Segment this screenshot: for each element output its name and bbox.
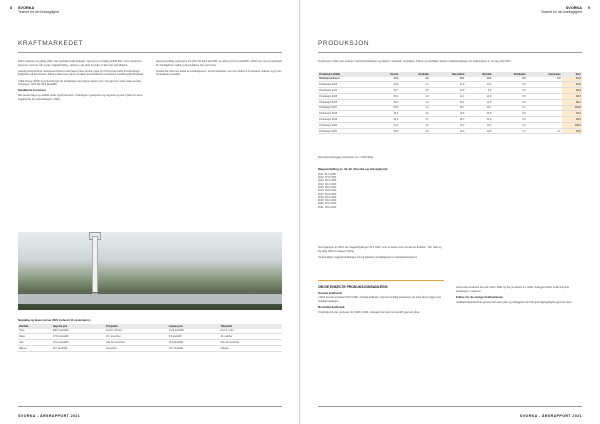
brand-tagline: Teamet for din livsdaglighet <box>18 10 60 14</box>
brand-name: SVORKA <box>565 6 582 10</box>
photo-power-station <box>18 232 282 310</box>
column-header: Laveste pris <box>168 324 220 329</box>
column-header: Tidspunkt <box>219 324 282 329</box>
brand-tagline: Teamet for din livsdaglighet <box>540 10 582 14</box>
list-item: 2020: 57,9 GWh <box>318 202 337 206</box>
table-cell: 4,0 <box>399 111 429 117</box>
table-cell: -0,03 øre/kWh <box>168 329 220 334</box>
table-cell: 8 tid 17-18 nov <box>105 329 168 334</box>
paragraph: Svorka har sikret en andel av produksjonen i terminmarkedet, noe som bidrar til å redusere risikoen og gi mer forutsigbare inntekter. <box>156 69 282 77</box>
table-cell: 16,7 <box>430 117 466 123</box>
plant-box-right <box>456 286 582 307</box>
accent-bar <box>318 280 444 281</box>
table-cell: 46,4 <box>374 111 399 117</box>
paragraph: Svorka følger magasinutviklingen tett og tilpasser produksjonen til markedssituasjonen. <box>318 255 418 259</box>
table-cell: 4,0 <box>399 122 429 128</box>
table-cell: 53,1 <box>374 93 399 99</box>
table-cell: 173,4 øre/kWh <box>52 334 105 340</box>
table-cell: 13,8 øre/kWh <box>168 340 220 346</box>
table-cell: Produksjon 2017 <box>318 105 374 111</box>
column-header: Produksjon (GWh) <box>318 72 374 77</box>
table-cell: 81,5 <box>562 82 582 88</box>
table-cell: 29. november <box>105 334 168 340</box>
table-cell: 9,1 <box>492 105 526 111</box>
column-header: Nesseflord <box>430 72 466 77</box>
paragraph: Gjennomsnittlig systempris for 2021 ble 62,0 øre/kWh, en økning fra 9,3 øre/kWh i 2020 som var et rekordlavt år. Forskjellene mellom prisområdene har vært store. <box>156 60 282 67</box>
table-cell: 65,6 <box>374 105 399 111</box>
table-cell: 63,3 <box>374 122 399 128</box>
subheading: Svorka kraftverk: <box>318 290 343 295</box>
box-title: OM DE ENKELTE PRODUKSJONSANLEGG: <box>318 285 389 289</box>
table-cell: Døgn <box>18 334 52 340</box>
list-item: 2018: 29,3 GWh <box>318 195 337 199</box>
table-cell: 2,6 <box>492 88 526 94</box>
table-cell: desember <box>105 345 168 351</box>
table-cell: 131,2 øre/kWh <box>52 340 105 346</box>
table-cell: 60,7 øre/kWh <box>52 345 105 351</box>
table-cell: Måned <box>18 345 52 351</box>
list-item: 2011: 51,3 GWh <box>318 172 337 176</box>
subheading: Fullse for de øvrige kraftverkene: <box>456 294 504 299</box>
table-cell: 54,7 <box>374 88 399 94</box>
table-cell: 16,7 øre/kWh <box>168 345 220 351</box>
table-cell: 89,7 <box>562 99 582 105</box>
table-cell: 5,5 <box>492 93 526 99</box>
table-cell: 14,4 <box>466 122 493 128</box>
table-body <box>318 77 582 134</box>
list-item: 2019: 49,2 GWh <box>318 199 337 203</box>
column-header: Område <box>18 324 52 329</box>
table-cell: 84,4 <box>562 77 582 82</box>
left-column-1 <box>18 60 144 104</box>
paragraph: I Midt-Norge (NO3) hvor Svorka har sin produksjon var prisene lavere enn i sør gjennom store deler av året. Årsprisen i NO3 ble 39,6 øre/kWh. <box>18 79 142 87</box>
column-header: Vetvikvatn <box>492 72 526 77</box>
section-title: PRODUKSJON <box>318 40 370 47</box>
paragraph: 2021 markerer et tydelig skille i det nordiske kraftmarkedet. Gjennom en kraftig nedbøl fikk vi stor samlet for - sammen med sen vår og lav magasinfylling - prisene i sør økte til nivåer vi ikke har sett tidligere. <box>18 60 144 67</box>
plant-box-left <box>318 286 444 317</box>
brand-name: SVORKA <box>18 6 35 10</box>
table-cell: 3,1 <box>399 82 429 88</box>
roof <box>18 294 282 304</box>
magasin-block <box>318 166 444 209</box>
page-number: 9 <box>588 6 590 10</box>
table-cell: Produksjon 2020 <box>318 122 374 128</box>
table-cell: 10,9 <box>466 77 493 82</box>
table-cell: 56,0 <box>374 99 399 105</box>
table-cell: 12,8 <box>466 128 493 134</box>
table-cell: 6,8 <box>492 99 526 105</box>
table-cell: 12,6 <box>430 111 466 117</box>
table-row <box>318 128 582 134</box>
column-header: Sum <box>562 72 582 77</box>
intro-text: Svorka har i 2021 vært eneeier i Svorka Produksjon og deleier i Vetekraft, Grytdalen, Kvikne og Tjodalåa. Samlet middelproduksjon for kraftverkene er om lag 134 GWh. <box>318 60 512 63</box>
subheading: Nordvika kraftverk: <box>318 305 346 310</box>
paragraph: I Nordvika ble det produsert 3,0 GWh i 2021. Anlegget har hatt normal drift gjennom året. <box>318 310 420 314</box>
table-cell: Produksjon 2014 <box>318 88 374 94</box>
table-cell: 8,3 <box>466 88 493 94</box>
table-cell: 10,3 <box>466 82 493 88</box>
table-cell: 6,1 <box>399 105 429 111</box>
page-footer: SVORKA - ÅRSRAPPORT 2021 <box>519 414 582 418</box>
paragraph: Gammelse kraftverk ble satt i drift i 2021 og har produsert 4,1 GWh. Anlegget bidrar til økt fornybar produksjon i regionen. <box>456 286 570 293</box>
list-item: 2015: 55,3 GWh <box>318 185 337 189</box>
table-cell: Produksjon 2019 <box>318 117 374 123</box>
tower-mast <box>92 236 98 294</box>
table-cell: 5,0 øre/kWh <box>168 334 220 340</box>
page-footer: SVORKA - ÅRSRAPPORT 2021 <box>18 414 81 418</box>
table-cell: Produksjon 2015 <box>318 93 374 99</box>
magasin-list <box>318 173 444 209</box>
table-cell: Produksjon 2016 <box>318 99 374 105</box>
footer-rule <box>318 406 582 407</box>
table-cell: 6,0 <box>527 77 562 82</box>
table-cell: Uke 44 november <box>219 340 282 346</box>
table-cell: 59,0 <box>374 128 399 134</box>
table-cell: 44,9 <box>374 77 399 82</box>
table-cell: Middelproduksjon <box>318 77 374 82</box>
table-cell: Uke <box>18 340 52 346</box>
table-cell: 3,0 <box>399 128 429 134</box>
table-cell: 11,1 <box>430 93 466 99</box>
section-rule <box>18 52 282 53</box>
list-item: 2013: 50,4 GWh <box>318 179 337 183</box>
table-cell: 84,3 <box>562 88 582 94</box>
table-cell: Produksjon 2018 <box>318 111 374 117</box>
table-row <box>18 345 282 351</box>
page-header <box>18 6 59 14</box>
table-cell: 97,0 <box>562 128 582 134</box>
column-header: Tidspunkt <box>105 324 168 329</box>
table-cell: 13,1 <box>466 105 493 111</box>
price-table <box>18 324 282 352</box>
table-cell: 14,5 <box>466 93 493 99</box>
right-column-text <box>318 246 444 262</box>
table-cell: Produksjon 2013 <box>318 82 374 88</box>
roof-rail <box>18 292 282 293</box>
table-cell: 4,9 <box>492 117 526 123</box>
table-cell: 94,0 <box>562 117 582 123</box>
table-cell: 3,6 <box>399 88 429 94</box>
section-title: KRAFTMARKEDET <box>18 40 84 47</box>
table-cell: 10,9 <box>430 88 466 94</box>
table-cell: 16. oktober <box>219 334 282 340</box>
table-cell: 10,1 <box>430 99 466 105</box>
paragraph: Ved utgangen av 2021 var magasinfyllingen 35,9 GWh, som er lavere enn normalt for årstiden. Tørr høst og lite tilsig bidro til redusert fylling. <box>318 246 442 253</box>
table-cell: 12,3 <box>466 117 493 123</box>
list-item: 2012: 57,8 GWh <box>318 176 337 180</box>
table-cell: Oktober <box>219 345 282 351</box>
table-cell: 10,3 <box>430 128 466 134</box>
table-cell: Uke 49 november <box>105 340 168 346</box>
table-cell: time 8, 6 okt <box>219 329 282 334</box>
table-cell: Produksjon 2021 <box>318 128 374 134</box>
paragraph: Vedlikeholdsarbeid ble gjennomført etter plan og anleggene har hatt god tilgjengelighet gjennom året. <box>456 300 573 304</box>
table-cell: 4,6 <box>492 122 526 128</box>
table-cell: 79,4 <box>562 111 582 117</box>
table-cell: 10,1 <box>430 77 466 82</box>
note-text: Fjernvarmeanlegget produserer ca. 7 GWh årlig. <box>318 156 374 159</box>
table-cell: 4,1 <box>527 128 562 134</box>
table-cell: 48,6 <box>374 82 399 88</box>
table-cell: 3,8 <box>492 82 526 88</box>
subheading: Strakkene fremover <box>18 88 47 93</box>
section-rule <box>318 52 582 53</box>
list-item: 2021: 35,9 GWh <box>318 205 337 209</box>
table-cell: 4,3 <box>399 93 429 99</box>
table-cell: 100,5 <box>562 122 582 128</box>
column-header: Bernala <box>466 72 493 77</box>
list-item: 2014: 46,1 GWh <box>318 182 337 186</box>
table-cell: 104,6 <box>562 105 582 111</box>
footer-rule <box>18 406 282 407</box>
column-header: Høyeste pris <box>52 324 105 329</box>
page-number: 8 <box>10 6 12 10</box>
page-header <box>541 6 582 14</box>
table-cell: 54,0 <box>374 117 399 123</box>
table-cell: 13,2 <box>430 122 466 128</box>
table-cell: 368,7 øre/kWh <box>52 329 105 334</box>
table-cell: 6,5 <box>492 77 526 82</box>
table-caption: Nøyaktig og lavere priser 2021 (referert til systempris): <box>18 318 91 322</box>
table-cell: 3,4 <box>399 99 429 105</box>
table-cell: 13,6 <box>466 111 493 117</box>
magasin-heading: Magasinfylling pr. 31.12. (Svorka og Valsøyfjord): <box>318 167 388 171</box>
table-cell: 5,8 <box>492 111 526 117</box>
paragraph: Uvanlig strømforbruk i Europa kombinert med høye priser på kull, gass og CO2-kvoter bidro til rekordhøye kraftpriser på kontinentet. Dette smittet over på de nordiske prisområdene med sterke overføringsforbindelser. <box>18 69 145 77</box>
list-item: 2017: 54,0 GWh <box>318 192 337 196</box>
column-header: Nordvika <box>399 72 429 77</box>
table-cell: 92,7 <box>562 93 582 99</box>
paragraph: Det ventes høye og volatile priser også fremover. Utviklingen i gasspriser og regnvær og snø i fjellet vil være avgjørende for prisutviklingen i 2022. <box>18 94 143 101</box>
column-header: Gammelse <box>527 72 562 77</box>
table-cell: 16,7 <box>430 105 466 111</box>
paragraph: I 2021 har det produsert 59,0 GWh i Svorka kraftverk. Gjennomsnittlig produksjon de siste årene ligger over middelproduksjon. <box>318 296 442 303</box>
table-cell: 4,2 <box>399 77 429 82</box>
table-cell: 11,8 <box>430 82 466 88</box>
column-header: Svorka <box>374 72 399 77</box>
table-cell: 3,7 <box>399 117 429 123</box>
list-item: 2016: 43,8 GWh <box>318 189 337 193</box>
table-cell: Time <box>18 329 52 334</box>
table-cell: 4,7 <box>492 128 526 134</box>
table-cell: 12,5 <box>466 99 493 105</box>
production-table <box>318 72 582 134</box>
left-column-2 <box>156 60 282 80</box>
right-page <box>300 0 600 424</box>
